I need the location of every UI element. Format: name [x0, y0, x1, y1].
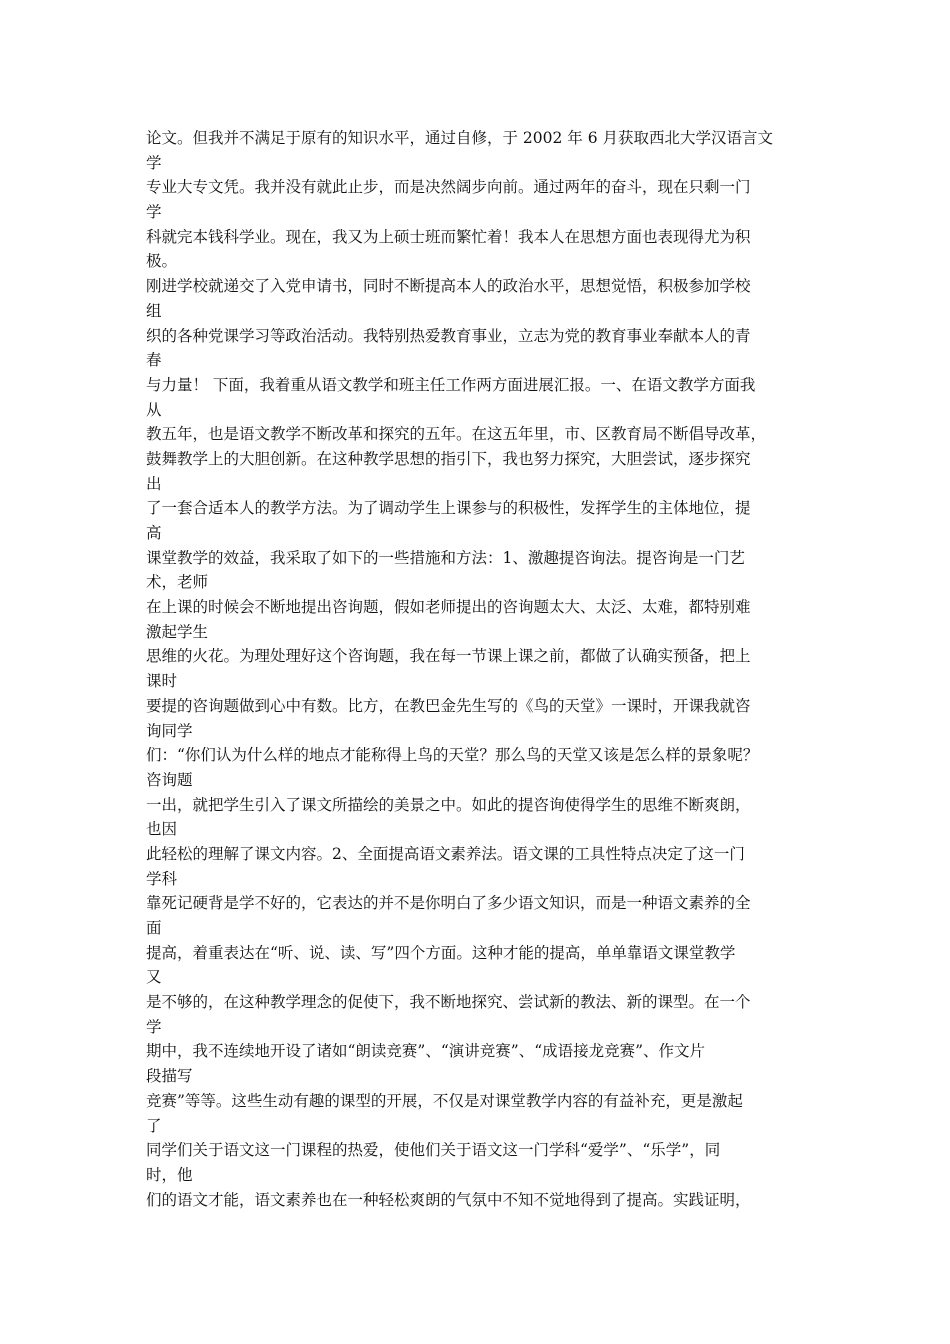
text-line: 又 — [146, 968, 162, 987]
text-line: 学科 — [146, 869, 178, 888]
text-line: 组 — [146, 301, 162, 320]
text-line: 学 — [146, 153, 162, 172]
text-line: 学 — [146, 1017, 162, 1036]
text-line: 面 — [146, 919, 162, 937]
text-line: 从 — [146, 400, 162, 419]
text-line: 激起学生 — [146, 622, 209, 641]
text-line: 一出，就把学生引入了课文所描绘的美景之中。如此的提咨询使得学生的思维不断爽朗， — [146, 795, 751, 814]
text-line: 学 — [146, 203, 162, 222]
text-line: 极。 — [146, 252, 178, 271]
text-line: 鼓舞教学上的大胆创新。在这种教学思想的指引下，我也努力探究，大胆尝试，逐步探究 — [146, 449, 751, 468]
text-line: 春 — [146, 351, 162, 370]
text-line: 了一套合适本人的教学方法。为了调动学生上课参与的积极性，发挥学生的主体地位，提 — [146, 499, 751, 518]
text-line: 出 — [146, 474, 162, 493]
text-line: 论文。但我并不满足于原有的知识水平，通过自修，于 2002 年 6 月获取西北大学汉语言文 — [146, 129, 774, 147]
text-line: 高 — [146, 524, 162, 542]
text-line: 询同学 — [146, 721, 193, 740]
text-line: 期中，我不连续地开设了诸如“朗读竞赛”、“演讲竞赛”、“成语接龙竞赛”、作文片 — [146, 1042, 706, 1061]
text-line: 要提的咨询题做到心中有数。比方，在教巴金先生写的《鸟的天堂》一课时，开课我就咨 — [146, 696, 751, 715]
text-line: 教五年，也是语文教学不断改革和探究的五年。在这五年里，市、区教育局不断倡导改革， — [146, 425, 767, 444]
text-line: 们：“你们认为什么样的地点才能称得上鸟的天堂？那么鸟的天堂又该是怎么样的景象呢？ — [146, 746, 759, 765]
text-line: 咨询题 — [146, 770, 193, 789]
text-line: 了 — [146, 1116, 162, 1135]
text-line: 靠死记硬背是学不好的，它表达的并不是你明白了多少语文知识，而是一种语文素养的全 — [146, 894, 751, 913]
text-line: 织的各种党课学习等政治活动。我特别热爱教育事业，立志为党的教育事业奉献本人的青 — [146, 326, 751, 345]
text-line: 也因 — [146, 820, 178, 839]
text-line: 思维的火花。为理处理好这个咨询题，我在每一节课上课之前，都做了认确实预备，把上 — [146, 647, 751, 666]
text-line: 此轻松的理解了课文内容。2、全面提高语文素养法。语文课的工具性特点决定了这一门 — [146, 844, 745, 863]
text-line: 竞赛”等等。这些生动有趣的课型的开展，不仅是对课堂教学内容的有益补充，更是激起 — [146, 1091, 743, 1110]
text-line: 课堂教学的效益，我采取了如下的一些措施和方法：1、激趣提咨询法。提咨询是一门艺 — [146, 548, 745, 567]
text-line: 术，老师 — [146, 573, 209, 592]
text-line: 同学们关于语文这一门课程的热爱，使他们关于语文这一门学科“爱学”、“乐学”，同 — [146, 1141, 721, 1160]
text-line: 们的语文才能，语文素养也在一种轻松爽朗的气氛中不知不觉地得到了提高。实践证明， — [146, 1190, 751, 1209]
text-line: 段描写 — [146, 1067, 193, 1086]
text-line: 刚进学校就递交了入党申请书，同时不断提高本人的政治水平，思想觉悟，积极参加学校 — [146, 277, 751, 296]
text-line: 专业大专文凭。我并没有就此止步，而是决然阔步向前。通过两年的奋斗，现在只剩一门 — [146, 178, 751, 197]
text-line: 科就完本钱科学业。现在，我又为上硕士班而繁忙着！我本人在思想方面也表现得尤为积 — [146, 227, 751, 246]
text-line: 与力量！ 下面，我着重从语文教学和班主任工作两方面进展汇报。一、在语文教学方面我 — [146, 375, 756, 394]
text-line: 课时 — [146, 672, 178, 691]
text-line: 提高，着重表达在“听、说、读、写”四个方面。这种才能的提高，单单靠语文课堂教学 — [146, 943, 736, 962]
text-line: 时，他 — [146, 1165, 193, 1184]
text-line: 是不够的，在这种教学理念的促使下，我不断地探究、尝试新的教法、新的课型。在一个 — [146, 993, 751, 1012]
body-text — [146, 126, 816, 1212]
text-line: 在上课的时候会不断地提出咨询题，假如老师提出的咨询题太大、太泛、太难，都特别难 — [146, 598, 751, 617]
